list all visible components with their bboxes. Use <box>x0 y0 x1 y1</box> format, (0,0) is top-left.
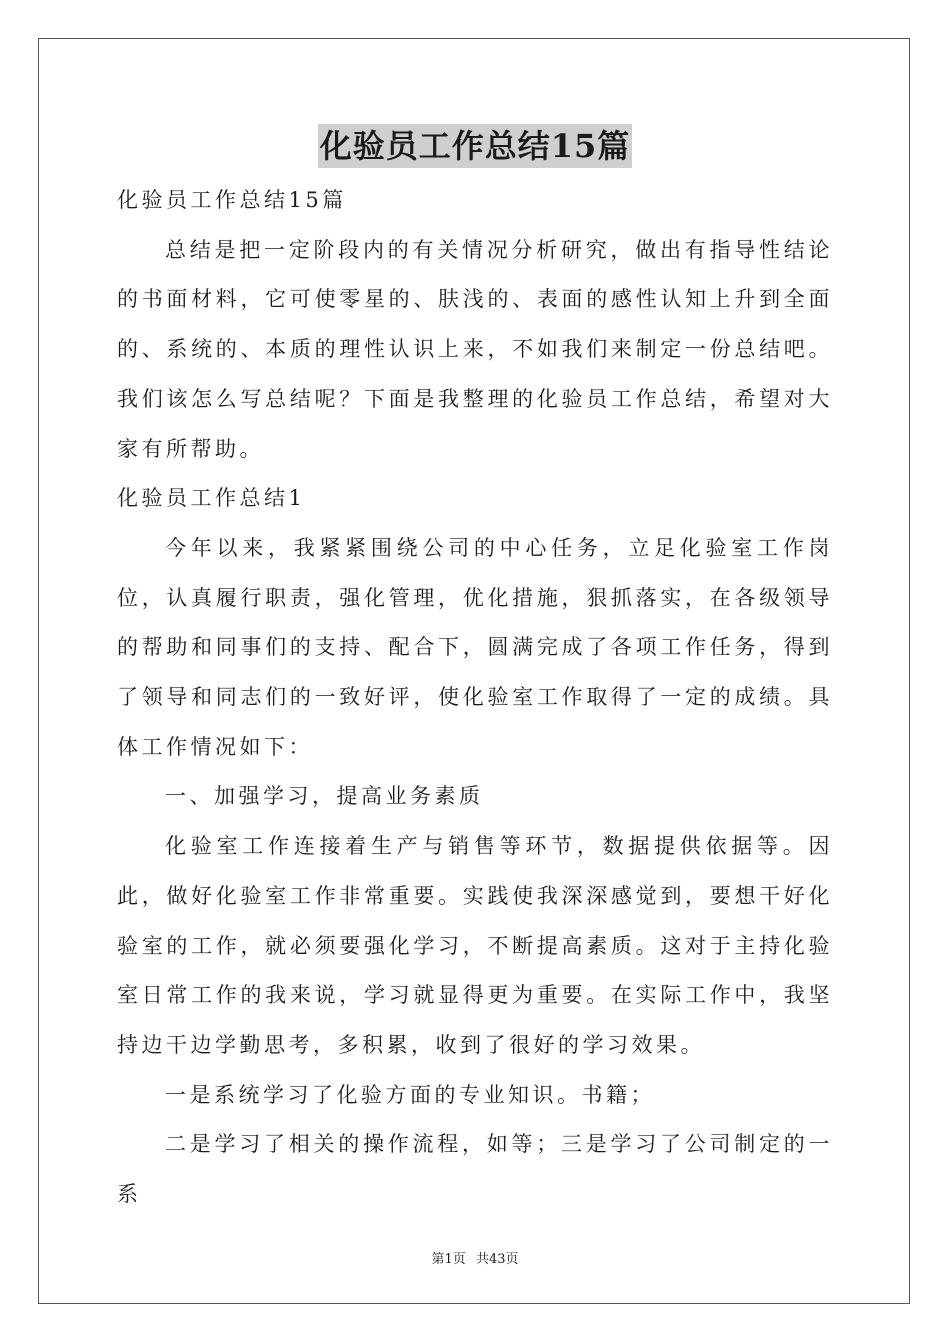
document-body <box>117 176 833 1220</box>
document-title: 化验员工作总结15篇 <box>318 124 633 168</box>
page-footer <box>0 1248 950 1267</box>
paragraph: 一是系统学习了化验方面的专业知识。书籍； <box>165 1082 655 1107</box>
paragraph: 今年以来，我紧紧围绕公司的中心任务，立足化验室工作岗位，认真履行职责，强化管理，优化措施，狠抓落实，在各级领导的帮助和同事们的支持、配合下，圆满完成了各项工作任务，得到了领导和同志们的一致好评，使化验室工作取得了一定的成绩。具体工作情况如下： <box>117 535 833 759</box>
paragraph: 总结是把一定阶段内的有关情况分析研究，做出有指导性结论的书面材料，它可使零星的、肤浅的、表面的感性认知上升到全面的、系统的、本质的理性认识上来，不如我们来制定一份总结吧。我们该怎么写总结呢？下面是我整理的化验员工作总结，希望对大家有所帮助。 <box>117 237 833 461</box>
page-total: 共43页 <box>475 1252 519 1267</box>
paragraph: 二是学习了相关的操作流程，如等；三是学习了公司制定的一系 <box>117 1132 833 1207</box>
paragraph: 一、加强学习，提高业务素质 <box>165 784 484 809</box>
paragraph: 化验室工作连接着生产与销售等环节，数据提供依据等。因此，做好化验室工作非常重要。实践使我深深感觉到，要想干好化验室的工作，就必须要强化学习，不断提高素质。这对于主持化验室日常工作的我来说，学习就显得更为重要。在实际工作中，我坚持边干边学勤思考，多积累，收到了很好的学习效果。 <box>117 834 833 1057</box>
paragraph: 化验员工作总结1 <box>117 486 306 511</box>
paragraph: 化验员工作总结15篇 <box>117 188 347 212</box>
page-number: 第1页 <box>431 1252 466 1267</box>
title-container <box>0 124 950 168</box>
